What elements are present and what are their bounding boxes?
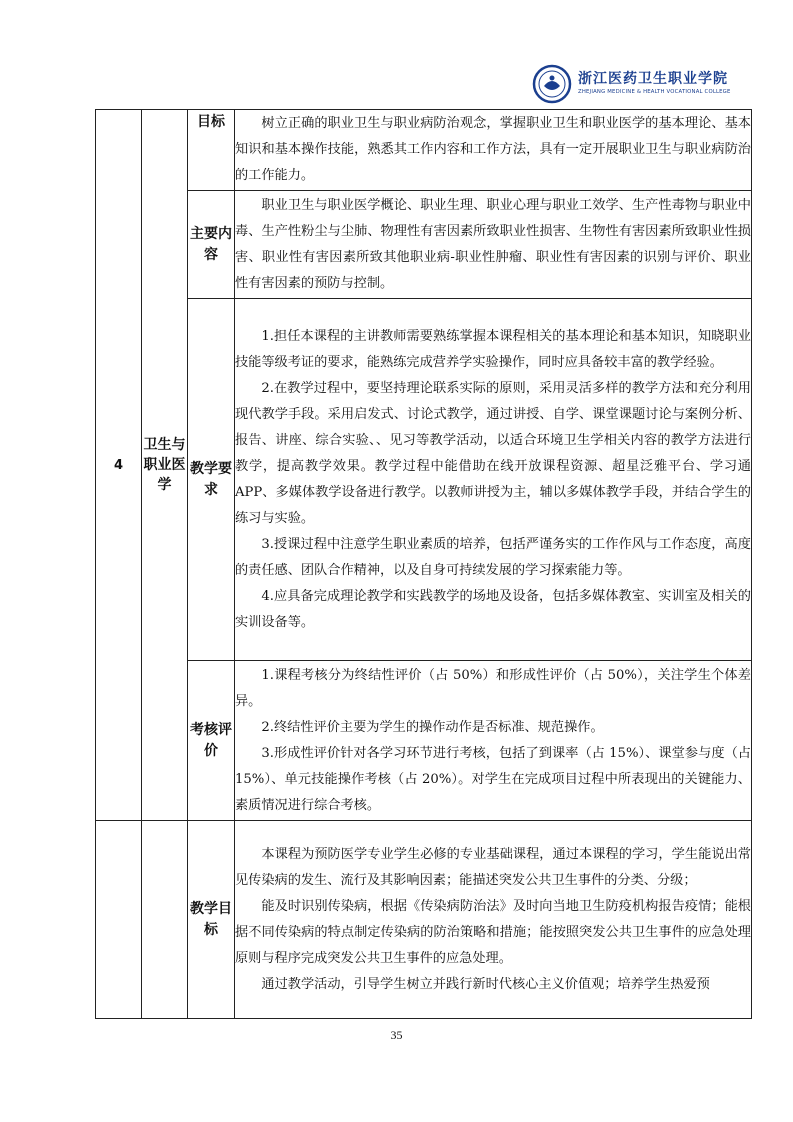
college-name-cn: 浙江医药卫生职业学院: [578, 71, 728, 87]
paragraph: 树立正确的职业卫生与职业病防治观念，掌握职业卫生和职业医学的基本理论、基本知识和基本操作技能，熟悉其工作内容和工作方法，具有一定开展职业卫生与职业病防治的工作能力。: [235, 116, 751, 183]
course-number: 4: [96, 110, 142, 821]
college-seal-icon: [532, 64, 572, 104]
paragraph: 1.课程考核分为终结性评价（占 50%）和形成性评价（占 50%），关注学生个体差异。: [235, 667, 751, 709]
section-label-goal: 目标: [188, 110, 235, 191]
paragraph: 2.在教学过程中，要坚持理论联系实际的原则，采用灵活多样的教学方法和充分利用现代教学手段。采用启发式、讨论式教学，通过讲授、自学、课堂课题讨论与案例分析、报告、讲座、综合实验、、见习等教学活动，以适合环境卫生学相关内容的教学方法进行教学，提高教学效果。教学过程中能借助在线开放课程资源、超星泛雅平台、学习通 APP、多媒体教学设备进行教学。以教师讲授为主，辅以多媒体教学手段，并结合学生的练习与实验。: [235, 380, 751, 526]
section-label-content: 主要内容: [188, 191, 235, 299]
paragraph: 通过教学活动，引导学生树立并践行新时代核心主义价值观；培养学生热爱预: [261, 976, 710, 992]
section-label-assessment: 考核评价: [188, 661, 235, 821]
paragraph: 3.形成性评价针对各学习环节进行考核，包括了到课率（占 15%）、课堂参与度（占 15%）、单元技能操作考核（占 20%）。对学生在完成项目过程中所表现出的关键能力、素质情况进行综合考核。: [235, 745, 751, 813]
course-table: [95, 109, 752, 1019]
page-number: 35: [390, 1028, 403, 1042]
table-row: [96, 299, 752, 661]
college-name-en: ZHEJIANG MEDICINE & HEALTH VOCATIONAL COLLEGE: [578, 89, 731, 95]
section-content-main: [235, 191, 752, 299]
section-label-requirements: 教学要求: [188, 299, 235, 661]
course-number-next: [96, 821, 142, 1019]
paragraph: 1.担任本课程的主讲教师需要熟练掌握本课程相关的基本理论和基本知识，知晓职业技能等级考证的要求，能熟练完成营养学实验操作，同时应具备较丰富的教学经验。: [235, 328, 751, 370]
paragraph: 4.应具备完成理论教学和实践教学的场地及设备，包括多媒体教室、实训室及相关的实训设备等。: [235, 588, 751, 630]
paragraph: 3.授课过程中注意学生职业素质的培养，包括严谨务实的工作作风与工作态度，高度的责任感、团队合作精神，以及自身可持续发展的学习探索能力等。: [235, 536, 751, 578]
section-content-requirements: [235, 299, 752, 661]
section-content-goal: [235, 110, 752, 191]
section-content-assessment: [235, 661, 752, 821]
course-name: 卫生与职业医学: [142, 110, 188, 821]
paragraph: 职业卫生与职业医学概论、职业生理、职业心理与职业工效学、生产性毒物与职业中毒、生产性粉尘与尘肺、物理性有害因素所致职业性损害、生物性有害因素所致职业性损害、职业性有害因素所致其他职业病-职业性肿瘤、职业性有害因素的识别与评价、职业性有害因素的预防与控制。: [235, 197, 751, 291]
college-logo: [532, 62, 732, 110]
paragraph: 2.终结性评价主要为学生的操作动作是否标准、规范操作。: [261, 719, 604, 735]
table-row: [96, 821, 752, 1019]
section-label-teaching-goal: 教学目标: [188, 821, 235, 1019]
paragraph: 本课程为预防医学专业学生必修的专业基础课程，通过本课程的学习，学生能说出常见传染病的发生、流行及其影响因素；能描述突发公共卫生事件的分类、分级；: [235, 846, 751, 888]
course-name-next: [142, 821, 188, 1019]
table-row: [96, 661, 752, 821]
paragraph: 能及时识别传染病，根据《传染病防治法》及时向当地卫生防疫机构报告疫情；能根据不同传染病的特点制定传染病的防治策略和措施；能按照突发公共卫生事件的应急处理原则与程序完成突发公共卫生事件的应急处理。: [235, 898, 751, 966]
table-row: [96, 110, 752, 191]
table-row: [96, 191, 752, 299]
section-content-teaching-goal: [235, 821, 752, 1019]
